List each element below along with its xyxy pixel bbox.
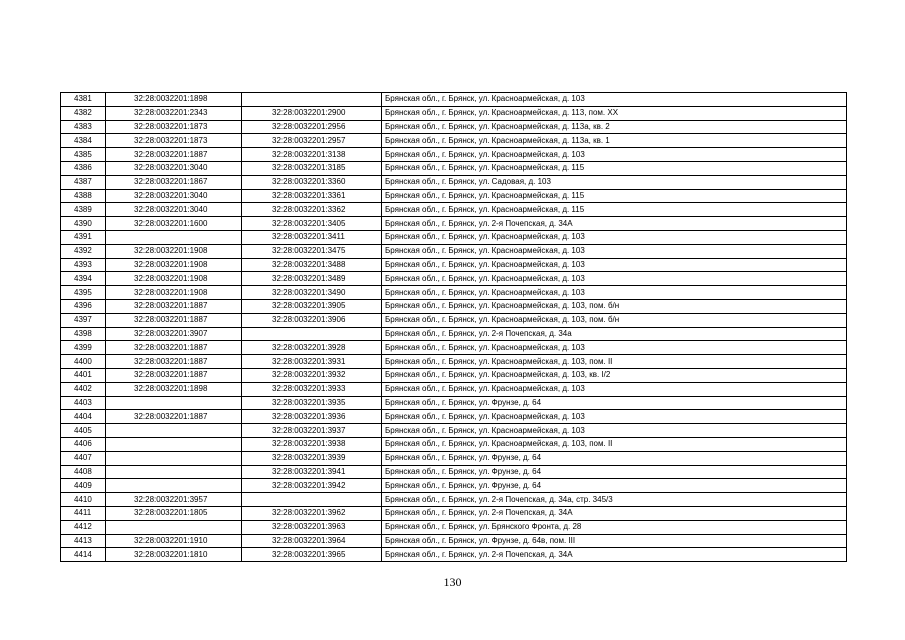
table-row [61, 106, 847, 120]
row-number-cell: 4383 [61, 120, 106, 134]
table-row [61, 217, 847, 231]
table-row [61, 327, 847, 341]
address-cell: Брянская обл., г. Брянск, ул. Красноармейская, д. 103, пом. II [382, 437, 847, 451]
cadastral-number-cell: 32:28:0032201:3942 [242, 479, 382, 493]
table-row [61, 134, 847, 148]
cadastral-number-cell: 32:28:0032201:3475 [242, 244, 382, 258]
row-number-cell: 4402 [61, 382, 106, 396]
parent-cadastral-number-cell: 32:28:0032201:1873 [106, 134, 242, 148]
address-cell: Брянская обл., г. Брянск, ул. Красноармейская, д. 115 [382, 189, 847, 203]
parent-cadastral-number-cell: 32:28:0032201:1910 [106, 534, 242, 548]
parent-cadastral-number-cell [106, 230, 242, 244]
cadastral-number-cell: 32:28:0032201:3905 [242, 299, 382, 313]
row-number-cell: 4414 [61, 548, 106, 562]
row-number-cell: 4403 [61, 396, 106, 410]
parent-cadastral-number-cell: 32:28:0032201:1810 [106, 548, 242, 562]
address-cell: Брянская обл., г. Брянск, ул. 2-я Почепская, д. 34А [382, 217, 847, 231]
cadastral-number-cell: 32:28:0032201:3933 [242, 382, 382, 396]
row-number-cell: 4395 [61, 286, 106, 300]
parent-cadastral-number-cell [106, 437, 242, 451]
cadastral-number-cell: 32:28:0032201:3185 [242, 161, 382, 175]
cadastral-number-cell: 32:28:0032201:2957 [242, 134, 382, 148]
cadastral-number-cell: 32:28:0032201:3405 [242, 217, 382, 231]
cadastral-number-cell: 32:28:0032201:3935 [242, 396, 382, 410]
address-cell: Брянская обл., г. Брянск, ул. Фрунзе, д. 64 [382, 479, 847, 493]
row-number-cell: 4396 [61, 299, 106, 313]
address-cell: Брянская обл., г. Брянск, ул. Красноармейская, д. 103, пом. б/н [382, 299, 847, 313]
table-row [61, 424, 847, 438]
table-row [61, 410, 847, 424]
parent-cadastral-number-cell: 32:28:0032201:1887 [106, 368, 242, 382]
cadastral-number-cell: 32:28:0032201:3963 [242, 520, 382, 534]
table-row [61, 493, 847, 507]
row-number-cell: 4387 [61, 175, 106, 189]
row-number-cell: 4407 [61, 451, 106, 465]
row-number-cell: 4398 [61, 327, 106, 341]
cadastral-number-cell: 32:28:0032201:3928 [242, 341, 382, 355]
row-number-cell: 4399 [61, 341, 106, 355]
cadastral-number-cell: 32:28:0032201:2900 [242, 106, 382, 120]
parent-cadastral-number-cell [106, 451, 242, 465]
table-row [61, 258, 847, 272]
row-number-cell: 4413 [61, 534, 106, 548]
parent-cadastral-number-cell: 32:28:0032201:3957 [106, 493, 242, 507]
parent-cadastral-number-cell: 32:28:0032201:1908 [106, 286, 242, 300]
address-cell: Брянская обл., г. Брянск, ул. Красноармейская, д. 103 [382, 93, 847, 107]
parent-cadastral-number-cell: 32:28:0032201:1887 [106, 355, 242, 369]
cadastral-number-cell: 32:28:0032201:3962 [242, 506, 382, 520]
table-row [61, 120, 847, 134]
table-row [61, 506, 847, 520]
address-cell: Брянская обл., г. Брянск, ул. Красноармейская, д. 103 [382, 286, 847, 300]
cadastral-number-cell: 32:28:0032201:3941 [242, 465, 382, 479]
parent-cadastral-number-cell: 32:28:0032201:1887 [106, 341, 242, 355]
cadastral-number-cell: 32:28:0032201:3488 [242, 258, 382, 272]
table-row [61, 437, 847, 451]
address-cell: Брянская обл., г. Брянск, ул. Красноармейская, д. 115 [382, 203, 847, 217]
cadastral-table-body [61, 93, 847, 562]
address-cell: Брянская обл., г. Брянск, ул. Красноармейская, д. 115 [382, 161, 847, 175]
table-row [61, 534, 847, 548]
address-cell: Брянская обл., г. Брянск, ул. Садовая, д. 103 [382, 175, 847, 189]
parent-cadastral-number-cell [106, 396, 242, 410]
cadastral-number-cell: 32:28:0032201:3965 [242, 548, 382, 562]
address-cell: Брянская обл., г. Брянск, ул. Красноармейская, д. 103 [382, 410, 847, 424]
cadastral-number-cell [242, 93, 382, 107]
row-number-cell: 4385 [61, 148, 106, 162]
table-row [61, 230, 847, 244]
parent-cadastral-number-cell: 32:28:0032201:3907 [106, 327, 242, 341]
address-cell: Брянская обл., г. Брянск, ул. Красноармейская, д. 103 [382, 148, 847, 162]
parent-cadastral-number-cell [106, 520, 242, 534]
cadastral-number-cell [242, 493, 382, 507]
parent-cadastral-number-cell: 32:28:0032201:1887 [106, 410, 242, 424]
parent-cadastral-number-cell: 32:28:0032201:1908 [106, 244, 242, 258]
address-cell: Брянская обл., г. Брянск, ул. Красноармейская, д. 103, пом. II [382, 355, 847, 369]
row-number-cell: 4381 [61, 93, 106, 107]
cadastral-number-cell: 32:28:0032201:3932 [242, 368, 382, 382]
table-row [61, 382, 847, 396]
cadastral-number-cell [242, 327, 382, 341]
address-cell: Брянская обл., г. Брянск, ул. Красноармейская, д. 113а, кв. 2 [382, 120, 847, 134]
row-number-cell: 4389 [61, 203, 106, 217]
table-row [61, 355, 847, 369]
address-cell: Брянская обл., г. Брянск, ул. Фрунзе, д. 64в, пом. III [382, 534, 847, 548]
row-number-cell: 4409 [61, 479, 106, 493]
parent-cadastral-number-cell: 32:28:0032201:1873 [106, 120, 242, 134]
row-number-cell: 4388 [61, 189, 106, 203]
address-cell: Брянская обл., г. Брянск, ул. Красноармейская, д. 113, пом. XX [382, 106, 847, 120]
cadastral-number-cell: 32:28:0032201:2956 [242, 120, 382, 134]
address-cell: Брянская обл., г. Брянск, ул. Красноармейская, д. 113а, кв. 1 [382, 134, 847, 148]
table-row [61, 93, 847, 107]
address-cell: Брянская обл., г. Брянск, ул. Фрунзе, д. 64 [382, 465, 847, 479]
address-cell: Брянская обл., г. Брянск, ул. 2-я Почепская, д. 34а [382, 327, 847, 341]
page-number: 130 [443, 575, 462, 589]
cadastral-number-cell: 32:28:0032201:3937 [242, 424, 382, 438]
parent-cadastral-number-cell: 32:28:0032201:1908 [106, 258, 242, 272]
address-cell: Брянская обл., г. Брянск, ул. Фрунзе, д. 64 [382, 396, 847, 410]
parent-cadastral-number-cell: 32:28:0032201:1867 [106, 175, 242, 189]
parent-cadastral-number-cell [106, 479, 242, 493]
parent-cadastral-number-cell: 32:28:0032201:1898 [106, 93, 242, 107]
row-number-cell: 4391 [61, 230, 106, 244]
parent-cadastral-number-cell: 32:28:0032201:1805 [106, 506, 242, 520]
table-row [61, 465, 847, 479]
table-row [61, 479, 847, 493]
table-row [61, 451, 847, 465]
cadastral-number-cell: 32:28:0032201:3489 [242, 272, 382, 286]
row-number-cell: 4392 [61, 244, 106, 258]
parent-cadastral-number-cell: 32:28:0032201:1887 [106, 148, 242, 162]
row-number-cell: 4408 [61, 465, 106, 479]
table-row [61, 368, 847, 382]
table-row [61, 272, 847, 286]
row-number-cell: 4410 [61, 493, 106, 507]
cadastral-number-cell: 32:28:0032201:3362 [242, 203, 382, 217]
parent-cadastral-number-cell: 32:28:0032201:1600 [106, 217, 242, 231]
table-row [61, 286, 847, 300]
cadastral-number-cell: 32:28:0032201:3490 [242, 286, 382, 300]
parent-cadastral-number-cell: 32:28:0032201:1898 [106, 382, 242, 396]
row-number-cell: 4394 [61, 272, 106, 286]
parent-cadastral-number-cell: 32:28:0032201:3040 [106, 203, 242, 217]
cadastral-number-cell: 32:28:0032201:3138 [242, 148, 382, 162]
parent-cadastral-number-cell: 32:28:0032201:3040 [106, 189, 242, 203]
address-cell: Брянская обл., г. Брянск, ул. Красноармейская, д. 103 [382, 244, 847, 258]
table-row [61, 299, 847, 313]
cadastral-number-cell: 32:28:0032201:3411 [242, 230, 382, 244]
row-number-cell: 4400 [61, 355, 106, 369]
cadastral-number-cell: 32:28:0032201:3964 [242, 534, 382, 548]
address-cell: Брянская обл., г. Брянск, ул. Красноармейская, д. 103, кв. I/2 [382, 368, 847, 382]
parent-cadastral-number-cell [106, 465, 242, 479]
table-row [61, 175, 847, 189]
cadastral-number-cell: 32:28:0032201:3360 [242, 175, 382, 189]
address-cell: Брянская обл., г. Брянск, ул. Красноармейская, д. 103 [382, 424, 847, 438]
table-row [61, 244, 847, 258]
table-row [61, 313, 847, 327]
parent-cadastral-number-cell [106, 424, 242, 438]
address-cell: Брянская обл., г. Брянск, ул. Красноармейская, д. 103 [382, 258, 847, 272]
row-number-cell: 4393 [61, 258, 106, 272]
row-number-cell: 4386 [61, 161, 106, 175]
row-number-cell: 4405 [61, 424, 106, 438]
parent-cadastral-number-cell: 32:28:0032201:1908 [106, 272, 242, 286]
row-number-cell: 4412 [61, 520, 106, 534]
table-row [61, 396, 847, 410]
row-number-cell: 4384 [61, 134, 106, 148]
cadastral-number-cell: 32:28:0032201:3906 [242, 313, 382, 327]
cadastral-number-cell: 32:28:0032201:3361 [242, 189, 382, 203]
row-number-cell: 4401 [61, 368, 106, 382]
address-cell: Брянская обл., г. Брянск, ул. 2-я Почепская, д. 34А [382, 548, 847, 562]
table-row [61, 341, 847, 355]
cadastral-number-cell: 32:28:0032201:3931 [242, 355, 382, 369]
address-cell: Брянская обл., г. Брянск, ул. Брянского Фронта, д. 28 [382, 520, 847, 534]
cadastral-number-cell: 32:28:0032201:3938 [242, 437, 382, 451]
table-row [61, 203, 847, 217]
address-cell: Брянская обл., г. Брянск, ул. 2-я Почепская, д. 34а, стр. 345/3 [382, 493, 847, 507]
row-number-cell: 4390 [61, 217, 106, 231]
address-cell: Брянская обл., г. Брянск, ул. Фрунзе, д. 64 [382, 451, 847, 465]
address-cell: Брянская обл., г. Брянск, ул. 2-я Почепская, д. 34А [382, 506, 847, 520]
row-number-cell: 4406 [61, 437, 106, 451]
parent-cadastral-number-cell: 32:28:0032201:2343 [106, 106, 242, 120]
table-row [61, 189, 847, 203]
cadastral-table [60, 92, 847, 562]
table-row [61, 520, 847, 534]
parent-cadastral-number-cell: 32:28:0032201:1887 [106, 313, 242, 327]
address-cell: Брянская обл., г. Брянск, ул. Красноармейская, д. 103 [382, 272, 847, 286]
row-number-cell: 4411 [61, 506, 106, 520]
parent-cadastral-number-cell: 32:28:0032201:1887 [106, 299, 242, 313]
address-cell: Брянская обл., г. Брянск, ул. Красноармейская, д. 103, пом. б/н [382, 313, 847, 327]
cadastral-number-cell: 32:28:0032201:3936 [242, 410, 382, 424]
table-row [61, 161, 847, 175]
table-row [61, 548, 847, 562]
address-cell: Брянская обл., г. Брянск, ул. Красноармейская, д. 103 [382, 230, 847, 244]
cadastral-number-cell: 32:28:0032201:3939 [242, 451, 382, 465]
row-number-cell: 4397 [61, 313, 106, 327]
address-cell: Брянская обл., г. Брянск, ул. Красноармейская, д. 103 [382, 341, 847, 355]
row-number-cell: 4382 [61, 106, 106, 120]
table-row [61, 148, 847, 162]
address-cell: Брянская обл., г. Брянск, ул. Красноармейская, д. 103 [382, 382, 847, 396]
parent-cadastral-number-cell: 32:28:0032201:3040 [106, 161, 242, 175]
row-number-cell: 4404 [61, 410, 106, 424]
